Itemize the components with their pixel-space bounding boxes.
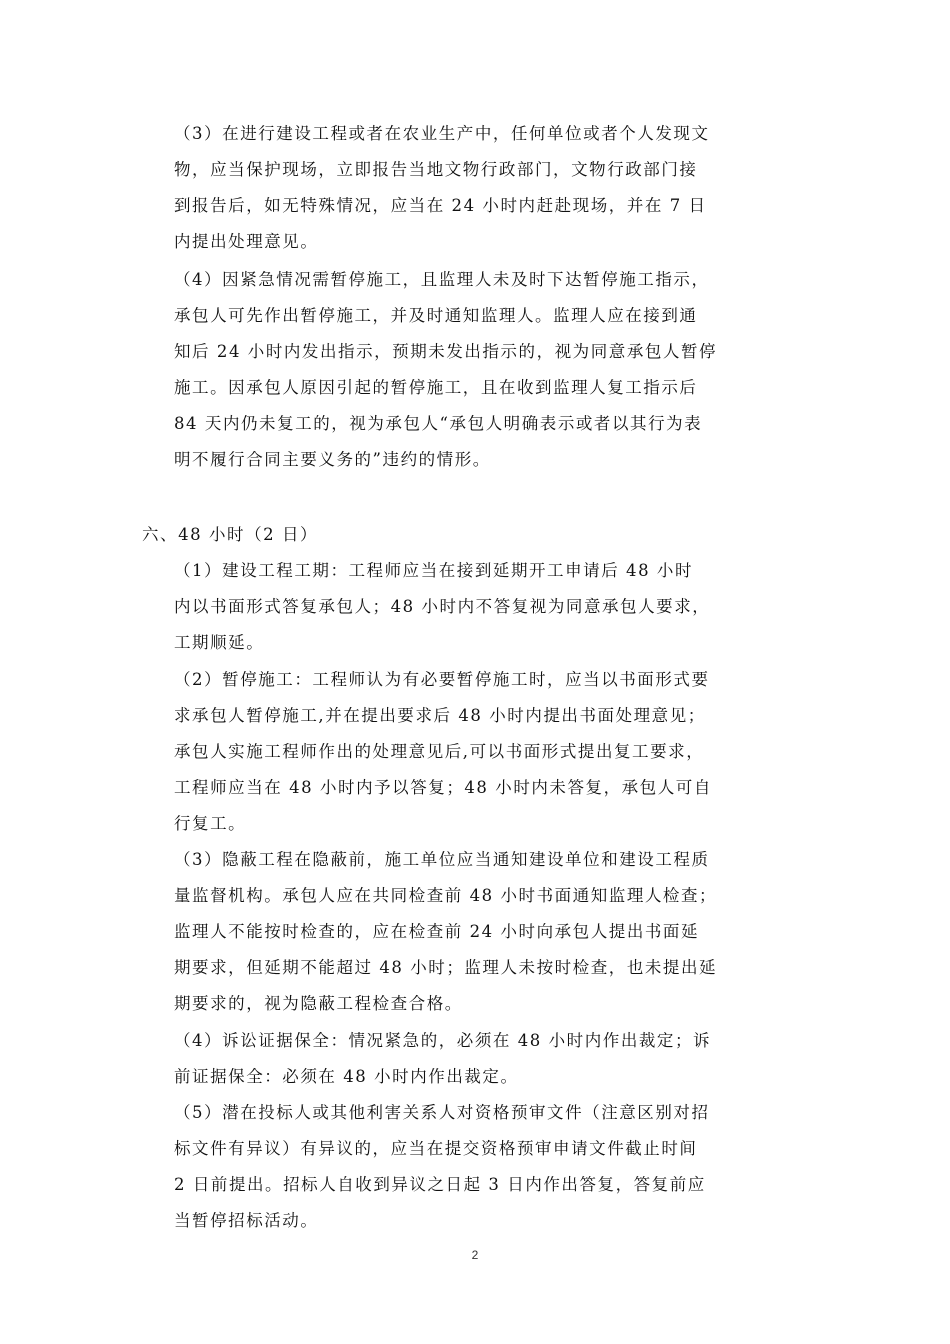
paragraph-6-4 [174,1023,774,1095]
text-line: 工程师应当在 48 小时内予以答复；48 小时内未答复，承包人可自 [174,778,712,797]
text-line: 标文件有异议）有异议的，应当在提交资格预审申请文件截止时间 [174,1139,698,1158]
text-line: 物，应当保护现场，立即报告当地文物行政部门，文物行政部门接 [174,160,698,179]
text-line: 承包人可先作出暂停施工，并及时通知监理人。监理人应在接到通 [174,306,698,325]
text-line: （1）建设工程工期：工程师应当在接到延期开工申请后 48 小时 [174,561,694,580]
text-line: 量监督机构。承包人应在共同检查前 48 小时书面通知监理人检查； [174,886,718,905]
text-line: 承包人实施工程师作出的处理意见后,可以书面形式提出复工要求， [174,742,705,761]
text-line: （4）因紧急情况需暂停施工，且监理人未及时下达暂停施工指示， [174,270,710,289]
paragraph-6-5 [174,1095,774,1239]
page-number: 2 [471,1248,479,1262]
text-line: 行复工。 [174,814,247,833]
paragraph-5-4 [174,262,774,478]
text-line: 前证据保全：必须在 48 小时内作出裁定。 [174,1067,519,1086]
text-line: 明不履行合同主要义务的”违约的情形。 [174,450,491,469]
text-line: 工期顺延。 [174,633,265,652]
text-line: 内以书面形式答复承包人；48 小时内不答复视为同意承包人要求， [174,597,711,616]
text-line: 施工。因承包人原因引起的暂停施工，且在收到监理人复工指示后 [174,378,698,397]
text-line: 知后 24 小时内发出指示，预期未发出指示的，视为同意承包人暂停 [174,342,718,361]
text-line: （3）在进行建设工程或者在农业生产中，任何单位或者个人发现文 [174,124,710,143]
section-heading: 六、48 小时（2 日） [142,525,319,544]
text-line: 求承包人暂停施工,并在提出要求后 48 小时内提出书面处理意见； [174,706,706,725]
paragraph-5-3 [174,116,774,260]
paragraph-6-2 [174,662,774,842]
paragraph-6-3 [174,842,774,1022]
text-line: 内提出处理意见。 [174,232,319,251]
text-line: 当暂停招标活动。 [174,1211,319,1230]
text-line: 期要求，但延期不能超过 48 小时；监理人未按时检查，也未提出延 [174,958,718,977]
text-line: 到报告后，如无特殊情况，应当在 24 小时内赶赴现场，并在 7 日 [174,196,707,215]
text-line: （2）暂停施工：工程师认为有必要暂停施工时，应当以书面形式要 [174,670,710,689]
paragraph-6-1 [174,553,774,661]
text-line: （4）诉讼证据保全：情况紧急的，必须在 48 小时内作出裁定；诉 [174,1031,712,1050]
text-line: 监理人不能按时检查的，应在检查前 24 小时向承包人提出书面延 [174,922,700,941]
text-line: 2 日前提出。招标人自收到异议之日起 3 日内作出答复，答复前应 [174,1175,706,1194]
text-line: （5）潜在投标人或其他利害关系人对资格预审文件（注意区别对招 [174,1103,710,1122]
text-line: 期要求的，视为隐蔽工程检查合格。 [174,994,463,1013]
text-line: 84 天内仍未复工的，视为承包人“承包人明确表示或者以其行为表 [174,414,703,433]
text-line: （3）隐蔽工程在隐蔽前，施工单位应当通知建设单位和建设工程质 [174,850,710,869]
